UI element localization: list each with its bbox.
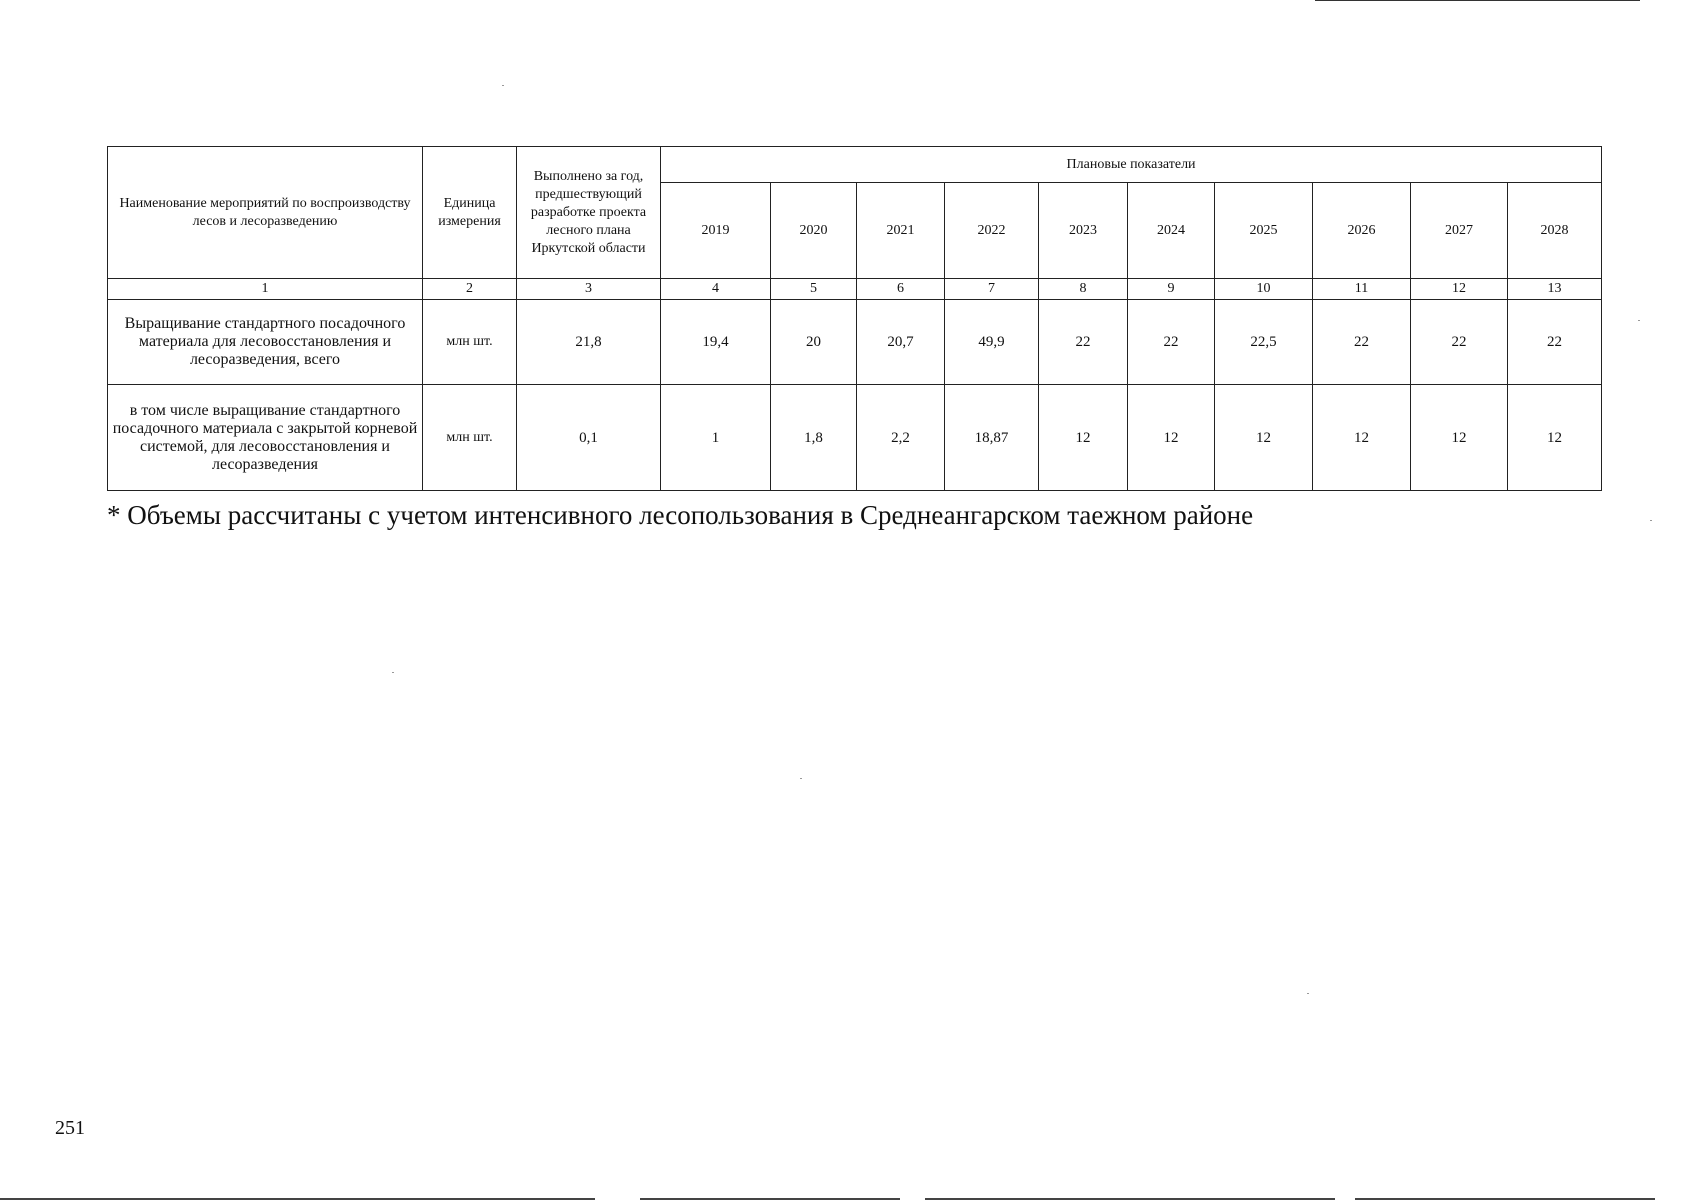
header-activity-name: Наименование мероприятий по воспроизводству лесов и лесоразведению <box>108 147 423 279</box>
planned-value: 1 <box>661 385 771 491</box>
planned-value: 12 <box>1039 385 1128 491</box>
column-number: 4 <box>661 279 771 300</box>
planned-value: 22,5 <box>1215 300 1313 385</box>
header-done-previous-year: Выполнено за год, предшествующий разработке проекта лесного плана Иркутской области <box>517 147 661 279</box>
header-year: 2024 <box>1128 183 1215 279</box>
header-year: 2023 <box>1039 183 1128 279</box>
column-number: 13 <box>1508 279 1602 300</box>
page-number: 251 <box>55 1117 85 1139</box>
done-value: 21,8 <box>517 300 661 385</box>
planned-value: 20 <box>771 300 857 385</box>
header-year: 2027 <box>1411 183 1508 279</box>
scan-speck <box>1307 993 1309 994</box>
header-year: 2020 <box>771 183 857 279</box>
table-row <box>108 385 1602 491</box>
scan-speck <box>502 85 504 86</box>
planned-value: 49,9 <box>945 300 1039 385</box>
header-planned-indicators: Плановые показатели <box>661 147 1602 183</box>
header-unit: Единица измерения <box>423 147 517 279</box>
column-number: 1 <box>108 279 423 300</box>
header-year: 2028 <box>1508 183 1602 279</box>
planned-value: 12 <box>1313 385 1411 491</box>
column-number: 6 <box>857 279 945 300</box>
column-number: 2 <box>423 279 517 300</box>
column-number: 11 <box>1313 279 1411 300</box>
planned-value: 22 <box>1313 300 1411 385</box>
planned-value: 12 <box>1508 385 1602 491</box>
planned-value: 22 <box>1039 300 1128 385</box>
column-number: 9 <box>1128 279 1215 300</box>
column-number: 10 <box>1215 279 1313 300</box>
planned-value: 1,8 <box>771 385 857 491</box>
planned-value: 12 <box>1215 385 1313 491</box>
unit-value: млн шт. <box>423 300 517 385</box>
scan-speck <box>800 778 802 779</box>
planned-value: 22 <box>1508 300 1602 385</box>
column-number: 8 <box>1039 279 1128 300</box>
header-year: 2019 <box>661 183 771 279</box>
scan-speck <box>1638 320 1640 321</box>
header-year: 2026 <box>1313 183 1411 279</box>
scan-speck <box>392 672 394 673</box>
footnote: * Объемы рассчитаны с учетом интенсивного лесопользования в Среднеангарском таежном районе <box>107 500 1254 530</box>
planned-value: 12 <box>1411 385 1508 491</box>
column-number: 12 <box>1411 279 1508 300</box>
activity-name: Выращивание стандартного посадочного материала для лесовосстановления и лесоразведения, всего <box>108 300 423 385</box>
planned-value: 22 <box>1411 300 1508 385</box>
column-number: 7 <box>945 279 1039 300</box>
column-number: 5 <box>771 279 857 300</box>
activity-name: в том числе выращивание стандартного посадочного материала с закрытой корневой системой, для лесовосстановления и лесоразведения <box>108 385 423 491</box>
planned-value: 20,7 <box>857 300 945 385</box>
scan-speck <box>1650 520 1652 521</box>
header-year: 2022 <box>945 183 1039 279</box>
planned-value: 2,2 <box>857 385 945 491</box>
planned-value: 22 <box>1128 300 1215 385</box>
scan-edge-top <box>1315 0 1640 1</box>
column-number: 3 <box>517 279 661 300</box>
unit-value: млн шт. <box>423 385 517 491</box>
column-number-row <box>108 279 1602 300</box>
done-value: 0,1 <box>517 385 661 491</box>
table-row <box>108 300 1602 385</box>
header-year: 2021 <box>857 183 945 279</box>
reforestation-plan-table <box>107 146 1602 491</box>
planned-value: 18,87 <box>945 385 1039 491</box>
table-header-row <box>108 147 1602 183</box>
planned-value: 19,4 <box>661 300 771 385</box>
header-year: 2025 <box>1215 183 1313 279</box>
planned-value: 12 <box>1128 385 1215 491</box>
